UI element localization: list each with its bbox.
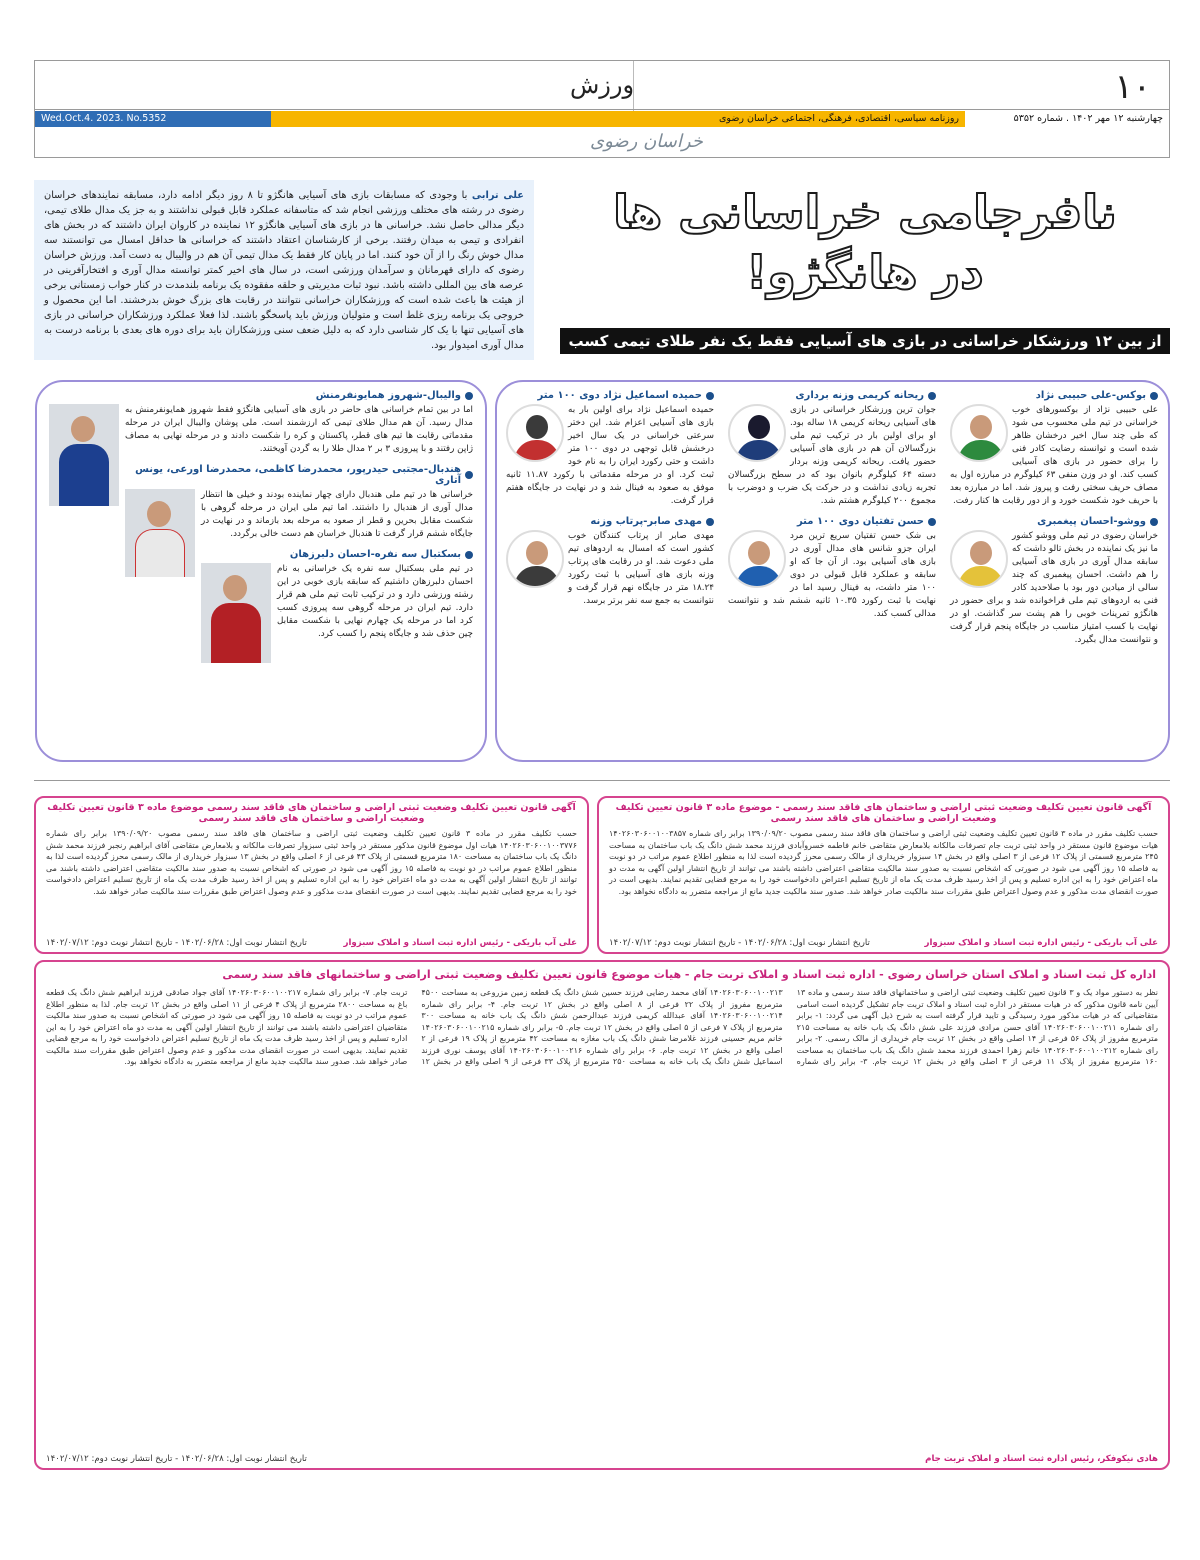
bullet-icon [1150,518,1158,526]
athlete-photo [125,489,195,577]
athlete-card [950,390,1158,508]
athlete-text-content: بی شک حسن تفتیان سریع ترین مرد ایران جزو شانس های مدال آوری در بازی های آسیایی بود. از آن جا که او سابقه و عملکرد قابل قبولی در دوی ۱۰۰ متر داشت، به فینال رسید اما در نهایت با ثبت رکورد ۱۰.۳۵ ثانیه ششم شد و نتوانست مدالی کسب کند. [728,531,936,619]
ad-body: حسب تکلیف مقرر در ماده ۳ قانون تعیین تکلیف وضعیت ثبتی اراضی و ساختمان های فاقد سند رسمی مصوب ۱۳۹۰/۰۹/۲۰ برابر رای شماره ۱۴۰۲۶۰۳۰۶۰۰۱۰۰۳۷۷۶ هیات اول موضوع قانون مذکور مستقر در واحد ثبتی سبزوار تصرفات مالکانه و بلامعارض متقاضی آقای ابراهیم رنجبر فرزند محمد شش دانگ یک باب ساختمان به مساحت ۱۸۰ مترمربع قسمتی از پلاک ۴۳ فرعی از ۶ اصلی واقع در بخش ۱۳ سبزوار خریداری از مالک رسمی محرز گردیده است لذا به منظور اطلاع عموم مراتب در دو نوبت به فاصله ۱۵ روز آگهی می شود در صورتی که اشخاص نسبت به صدور سند مالکیت متقاضی اعتراضی داشته باشند می توانند از تاریخ انتشار اولین آگهی به مدت دو ماه اعتراض خود را به این اداره تسلیم و پس از اخذ رسید ظرف مدت یک ماه از تاریخ تسلیم اعتراض دادخواست خود را به مرجع قضایی تقدیم نمایند. بدیهی است در صورت انقضای مدت مذکور و عدم وصول اعتراض طبق مقررات سند مالکیت صادر خواهد شد. [46,829,577,896]
ad-footer [609,938,1158,948]
athlete-text-content: حمیده اسماعیل نژاد برای اولین بار به بازی های آسیایی اعزام شد. این دختر سرعتی خراسانی در یک سال اخیر درخشش قابل توجهی در دوی ۱۰۰ متر داشت و حتی رکورد ایران را به نام خود ثبت کرد. او در مرحله مقدماتی با رکورد ۱۱.۸۷ ثانیه موفق به صعود به فینال شد و در نهایت در جایگاه هفتم قرار گرفت. [506,405,714,506]
athlete-heading [728,390,936,401]
athlete-photo [728,530,786,588]
bullet-icon [928,392,936,400]
athlete-text [49,563,473,641]
bullet-icon [706,392,714,400]
athlete-text [506,404,714,508]
ad-meta: تاریخ انتشار نوبت اول: ۱۴۰۲/۰۶/۲۸ - تاریخ انتشار نوبت دوم: ۱۴۰۲/۰۷/۱۲ [46,938,307,948]
athlete-text [950,530,1158,647]
athletes-panel-left [35,380,487,762]
bullet-icon [928,518,936,526]
athlete-card [728,516,936,621]
athletes-column-3 [506,390,714,616]
athlete-name: حمیده اسماعیل نژاد دوی ۱۰۰ متر [537,390,702,401]
headline-line1: نافرجامی خراسانی ها [613,185,1117,239]
athlete-heading [950,516,1158,527]
ad-footer [46,1454,1158,1464]
ad-title: آگهی قانون تعیین تکلیف وضعیت ثبتی اراضی و ساختمان های فاقد سند رسمی - موضوع ماده ۳ قانون تعیین تکلیف وضعیت اراضی و ساختمان های فاقد سند رسمی [615,802,1152,824]
athlete-name: مهدی صابر-پرتاب وزنه [590,516,702,527]
paper-subtitle: روزنامه سیاسی، اقتصادی، فرهنگی، اجتماعی خراسان رضوی [271,111,965,127]
athlete-name: بوکس-علی حبیبی نژاد [1035,390,1146,401]
ad-signer: علی آب باریکی - رئیس اداره ثبت اسناد و املاک سبزوار [343,938,577,948]
athlete-card [49,549,473,641]
athlete-photo [506,530,564,588]
athlete-heading [49,390,473,401]
bullet-icon [465,392,473,400]
bullet-icon [465,551,473,559]
section-name: ورزش [570,71,635,99]
athlete-card [49,390,473,456]
athlete-photo [728,404,786,462]
ad-body: حسب تکلیف مقرر در ماده ۳ قانون تعیین تکلیف وضعیت ثبتی اراضی و ساختمان های فاقد سند رسمی مصوب ۱۳۹۰/۰۹/۲۰ برابر رای شماره ۱۴۰۲۶۰۳۰۶۰۰۱۰۰۳۸۵۷ هیات موضوع قانون مستقر در واحد ثبتی تربت جام تصرفات مالکانه بلامعارض متقاضی خانم فاطمه خسروآبادی فرزند محمد شش دانگ یک باب ساختمان به مساحت ۲۴۵ مترمربع قسمتی از پلاک ۱۲ فرعی از ۳ اصلی واقع در بخش ۱۴ سبزوار خریداری از مالک رسمی محرز گردیده است لذا به منظور اطلاع عموم مراتب در دو نوبت به فاصله ۱۵ روز آگهی می شود در صورتی که اشخاص نسبت به صدور سند مالکیت متقاضی اعتراضی داشته باشند می توانند از تاریخ انتشار اولین آگهی به مدت دو ماه اعتراض خود را به این اداره تسلیم و پس از اخذ رسید ظرف مدت یک ماه از تاریخ تسلیم اعتراض دادخواست خود را به مرجع قضایی تقدیم نمایند. بدیهی است در صورت انقضای مدت مذکور و عدم وصول اعتراض طبق مقررات سند مالکیت صادر خواهد شد. صدور سند مالکیت جدید مانع از مراجعه متضرر به دادگاه نخواهد بود. [609,829,1159,896]
athlete-text [49,404,473,456]
athlete-text-content: در تیم ملی بسکتبال سه نفره یک خراسانی به نام احسان دلبرزهان داشتیم که سابقه بازی خوبی در این رشته ورزشی دارد و در ترکیب ثابت تیم ملی هم قرار دارد. تیم ایران در مرحله گروهی سه پیروزی کسب کرد اما در مرحله یک چهارم نهایی با شکست مقابل چین حذف شد و جایگاه پنجم را کسب کرد. [277,564,473,639]
athlete-heading [125,464,473,486]
bullet-icon [465,471,473,479]
athlete-heading [950,390,1158,401]
legal-ad-3 [34,960,1170,1470]
section-divider [34,780,1170,781]
lead-text: با وجودی که مسابقات بازی های آسیایی هانگژو تا ۸ روز دیگر ادامه دارد، مسابقه نمایندهای خراسان رضوی در رشته های مختلف ورزشی انجام شد که متاسفانه عملکرد قابل قبولی نداشتند و به جز یک مدال طلای تیمی، دیگر مدالی حاصل نشد. خراسانی ها در بازی های آسیایی هانگژو ۱۲ نماینده در کاروان ایران داشتند که در بخش های انفرادی و تیمی به میدان رفتند. برخی از کارشناسان اعتقاد داشتند که خراسانی ها حداقل امسال می توانستند سه مدال خوش رنگ را از آن خود کنند. اما در پایان کار فقط یک مدال تیمی آن هم در والیبال به دست آمد. ورزش خراسان رضوی که دارای قهرمانان و سرآمدان ورزشی است، در سال های اخیر کمتر توانسته مدال آوری و افتخارآفرینی در عرصه های بین المللی داشته باشد. نبود ثبات مدیریتی و حلقه مفقوده یک برنامه بلندمدت در کنار خواب زمستانی برخی از هیئت ها باعث شده است که ورزشکاران خراسانی نتوانند در رقابت های بزرگ خوش بدرخشند. اما این محصول و خروجی یک برنامه ریزی غلط است و متولیان ورزش باید پاسخگو باشند. لذا فعلا عملکرد ورزشکاران خراسانی در بازی های آسیایی تنها با یک کار شناسی دارد که به دلیل ضعف سنی ورزشکاران باید برای دوره های بعدی با برنامه درست به مدال آوری امیدوار بود. [44,190,524,351]
athlete-name: ریحانه کریمی وزنه برداری [795,390,924,401]
athlete-name: حسن تفتیان دوی ۱۰۰ متر [796,516,924,527]
author-name: علی ترابی [471,190,524,201]
bullet-icon [706,518,714,526]
athlete-text [728,404,936,508]
athlete-card [506,516,714,608]
athlete-text [506,530,714,608]
ad-body: نظر به دستور مواد یک و ۳ قانون تعیین تکلیف وضعیت ثبتی اراضی و ساختمانهای فاقد سند رسمی و ماده ۱۳ آیین نامه قانون مذکور که در هیات مستقر در اداره ثبت اسناد و املاک تربت جام تشکیل گردیده است اسامی متقاضیانی که در هیات مذکور مورد رسیدگی و تایید قرار گرفته است به شرح ذیل آگهی می گردد: ۱- برابر رای شماره ۱۴۰۲۶۰۳۰۶۰۰۱۰۰۲۱۱ آقای حسن مرادی فرزند علی شش دانگ یک باب خانه به مساحت ۲۱۵ مترمربع مفروز از پلاک ۵۶ فرعی از ۱۴ اصلی واقع در بخش ۱۲ تربت جام خریداری از مالک رسمی. ۲- برابر رای شماره ۱۴۰۲۶۰۳۰۶۰۰۱۰۰۲۱۲ خانم زهرا احمدی فرزند محمد شش دانگ یک باب ساختمان به مساحت ۱۶۰ مترمربع مفروز از پلاک ۱۱ فرعی از ۳ اصلی واقع در بخش ۱۲ تربت جام. ۳- برابر رای شماره ۱۴۰۲۶۰۳۰۶۰۰۱۰۰۲۱۳ آقای محمد رضایی فرزند حسین شش دانگ یک قطعه زمین مزروعی به مساحت ۴۵۰۰ مترمربع مفروز از پلاک ۲۲ فرعی از ۸ اصلی واقع در بخش ۱۲ تربت جام. ۴- برابر رای شماره ۱۴۰۲۶۰۳۰۶۰۰۱۰۰۲۱۴ آقای عبدالله کریمی فرزند عبدالرحمن شش دانگ یک باب خانه به مساحت ۳۰۰ مترمربع از پلاک ۷ فرعی از ۵ اصلی واقع در بخش ۱۲ تربت جام. ۵- برابر رای شماره ۱۴۰۲۶۰۳۰۶۰۰۱۰۰۲۱۵ خانم مریم حسینی فرزند غلامرضا شش دانگ یک باب مغازه به مساحت ۴۲ مترمربع از پلاک ۱۹ فرعی از ۲ اصلی واقع در بخش ۱۲ تربت جام. ۶- برابر رای شماره ۱۴۰۲۶۰۳۰۶۰۰۱۰۰۲۱۶ آقای یوسف نوری فرزند اسماعیل شش دانگ یک باب خانه به مساحت ۲۵۰ مترمربع از پلاک ۳۳ فرعی از ۹ اصلی واقع در بخش ۱۲ تربت جام. ۷- برابر رای شماره ۱۴۰۲۶۰۳۰۶۰۰۱۰۰۲۱۷ آقای جواد صادقی فرزند ابراهیم شش دانگ یک قطعه باغ به مساحت ۲۸۰۰ مترمربع از پلاک ۴ فرعی از ۱۱ اصلی واقع در بخش ۱۲ تربت جام. لذا به منظور اطلاع عموم مراتب در دو نوبت به فاصله ۱۵ روز آگهی می شود در صورتی که اشخاص نسبت به صدور سند مالکیت متقاضیان اعتراضی داشته باشند می توانند از تاریخ انتشار اولین آگهی به مدت دو ماه اعتراض خود را به این اداره تسلیم و پس از اخذ رسید ظرف مدت یک ماه از تاریخ تسلیم اعتراض دادخواست خود را به مرجع قضایی تقدیم نمایند. بدیهی است در صورت انقضای مدت مذکور و عدم وصول اعتراض طبق مقررات سند مالکیت صادر خواهد شد. صدور سند مالکیت جدید مانع از مراجعه متضرر به دادگاه نخواهد بود. [46,988,1159,1066]
athlete-card [728,390,936,508]
issue-date: چهارشنبه ۱۲ مهر ۱۴۰۲ . شماره ۵۳۵۲ [965,111,1169,127]
athlete-photo [49,404,119,506]
ad-footer [46,938,577,948]
page-number: ۱۰ [1114,67,1151,107]
ad-title: آگهی قانون تعیین تکلیف وضعیت ثبتی اراضی و ساختمان های فاقد سند رسمی موضوع ماده ۳ قانون تعیین تکلیف وضعیت اراضی و ساختمان های فاقد سند رسمی [47,802,576,824]
athlete-heading [506,516,714,527]
athlete-photo [506,404,564,462]
legal-ad-2 [34,796,589,954]
athlete-text-content: علی حبیبی نژاد از بوکسورهای خوب خراسانی در تیم ملی محسوب می شود که طی چند سال اخیر درخشان ظاهر شده است و توانسته رضایت کادر فنی را برای حضور در بازی های آسیایی کسب کند. او در وزن منفی ۶۳ کیلوگرم در مبارزه اول به مصاف حریف سختی رفت و پیروز شد. اما در مبارزه بعد با حریف خود شکست خورد و از دور رقابت ها کنار رفت. [950,405,1159,506]
athlete-heading [506,390,714,401]
athlete-heading [728,516,936,527]
athlete-name: بسکتبال سه نفره-احسان دلبرزهان [289,549,461,560]
athlete-name: هندبال-مجتبی حیدرپور، محمدرضا کاظمی، محمدرضا اورعی، یونس آتاری [135,464,461,486]
athlete-text [728,530,936,621]
athletes-column-2 [728,390,936,629]
lead-paragraph [34,180,534,360]
ad-meta: تاریخ انتشار نوبت اول: ۱۴۰۲/۰۶/۲۸ - تاریخ انتشار نوبت دوم: ۱۴۰۲/۰۷/۱۲ [609,938,870,948]
athlete-photo [201,563,271,663]
athlete-photo [950,404,1008,462]
athlete-photo [950,530,1008,588]
athlete-text-content: خراسانی ها در تیم ملی هندبال دارای چهار نماینده بودند و خیلی ها انتظار مدال آوری از هندبال را داشتند. اما تیم ملی ایران در مرحله گروهی با شکست مقابل بحرین و قطر از صعود به مرحله بعد بازماند و در نهایت در جایگاه ششم قرار گرفت تا هندبال خراسان هم دست خالی برگردد. [201,490,473,539]
athlete-name: والیبال-شهروز همایونفرمنش [315,390,461,401]
bullet-icon [1150,392,1158,400]
ad-signer: هادی نیکوفکر، رئیس اداره ثبت اسناد و املاک تربت جام [925,1454,1158,1464]
headline-line2: در هانگژو! [746,245,984,299]
athlete-text-content: جوان ترین ورزشکار خراسانی در بازی های آسیایی ریحانه کریمی ۱۸ ساله بود. او برای اولین بار در ترکیب تیم ملی بزرگسالان آن هم در بازی های آسیایی حضور یافت. ریحانه کریمی وزنه بردار دسته ۶۴ کیلوگرم بانوان بود که در سطح بزرگسالان تجربه زیادی نداشت و در حرکت یک ضرب و دوضرب با مجموع ۲۰۰ کیلوگرم هشتم شد. [728,405,937,506]
divider [35,109,1169,110]
legal-ad-1 [597,796,1170,954]
info-strip [41,111,1169,127]
athlete-card [506,390,714,508]
athlete-card [950,516,1158,647]
issue-date-en: Wed.Oct.4. 2023. No.5352 [35,111,271,127]
athletes-column-4 [49,390,473,667]
athletes-panel-right [495,380,1170,762]
athlete-text-content: اما در بین تمام خراسانی های حاضر در بازی های آسیایی هانگژو فقط شهروز همایونفرمنش به مدال رسید. آن هم مدال طلای تیمی که ارزشمند است. ملی پوشان والیبال ایران در مرحله مقدماتی رقابت ها تیم های قطر، پاکستان و کره را شکست دادند و در مرحله نهایی به مصاف ژاپن رفتند و با پیروزی ۳ بر ۲ مدال طلا را به گردن آویختند. [125,405,473,454]
ad-signer: علی آب باریکی - رئیس اداره ثبت اسناد و املاک سبزوار [924,938,1158,948]
athlete-text [950,404,1158,508]
athlete-name: ووشو-احسان پیغمبری [1037,516,1146,527]
paper-logo: خراسان رضوی [590,131,703,152]
athletes-column-1 [950,390,1158,655]
athlete-text-content: خراسان رضوی در تیم ملی ووشو کشور ما نیز یک نماینده در بخش تالو داشت که سابقه مدال آوری در بازی های آسیایی را هم داشت. احسان پیغمبری که چند سالی از میادین دور بود با صلاحدید کادر فنی به اردوهای تیم ملی فراخوانده شد و برای حضور در هانگژو تمرینات خوبی را هم پشت سر گذاشت. او در نهایت با کسب امتیاز مناسب در جایگاه پنجم قرار گرفت و نتوانست مدال بگیرد. [950,531,1158,645]
athlete-text-content: مهدی صابر از پرتاب کنندگان خوب کشور است که امسال به اردوهای تیم ملی دعوت شد. او در رقابت های پرتاب وزنه بازی های آسیایی با ثبت رکورد ۱۸.۲۴ متر در جایگاه نهم قرار گرفت و نتوانست به جمع سه نفر برتر برسد. [568,531,714,606]
athlete-heading [201,549,473,560]
ad-title: اداره کل ثبت اسناد و املاک استان خراسان رضوی - اداره ثبت اسناد و املاک تربت جام - هیات موضوع قانون تعیین تکلیف وضعیت ثبتی اراضی و ساختمانهای فاقد سند رسمی [222,968,1156,981]
masthead [34,60,1170,158]
ad-meta: تاریخ انتشار نوبت اول: ۱۴۰۲/۰۶/۲۸ - تاریخ انتشار نوبت دوم: ۱۴۰۲/۰۷/۱۲ [46,1454,307,1464]
headline-subtitle: از بین ۱۲ ورزشکار خراسانی در بازی های آسیایی فقط یک نفر طلای تیمی کسب کرد [560,328,1170,354]
